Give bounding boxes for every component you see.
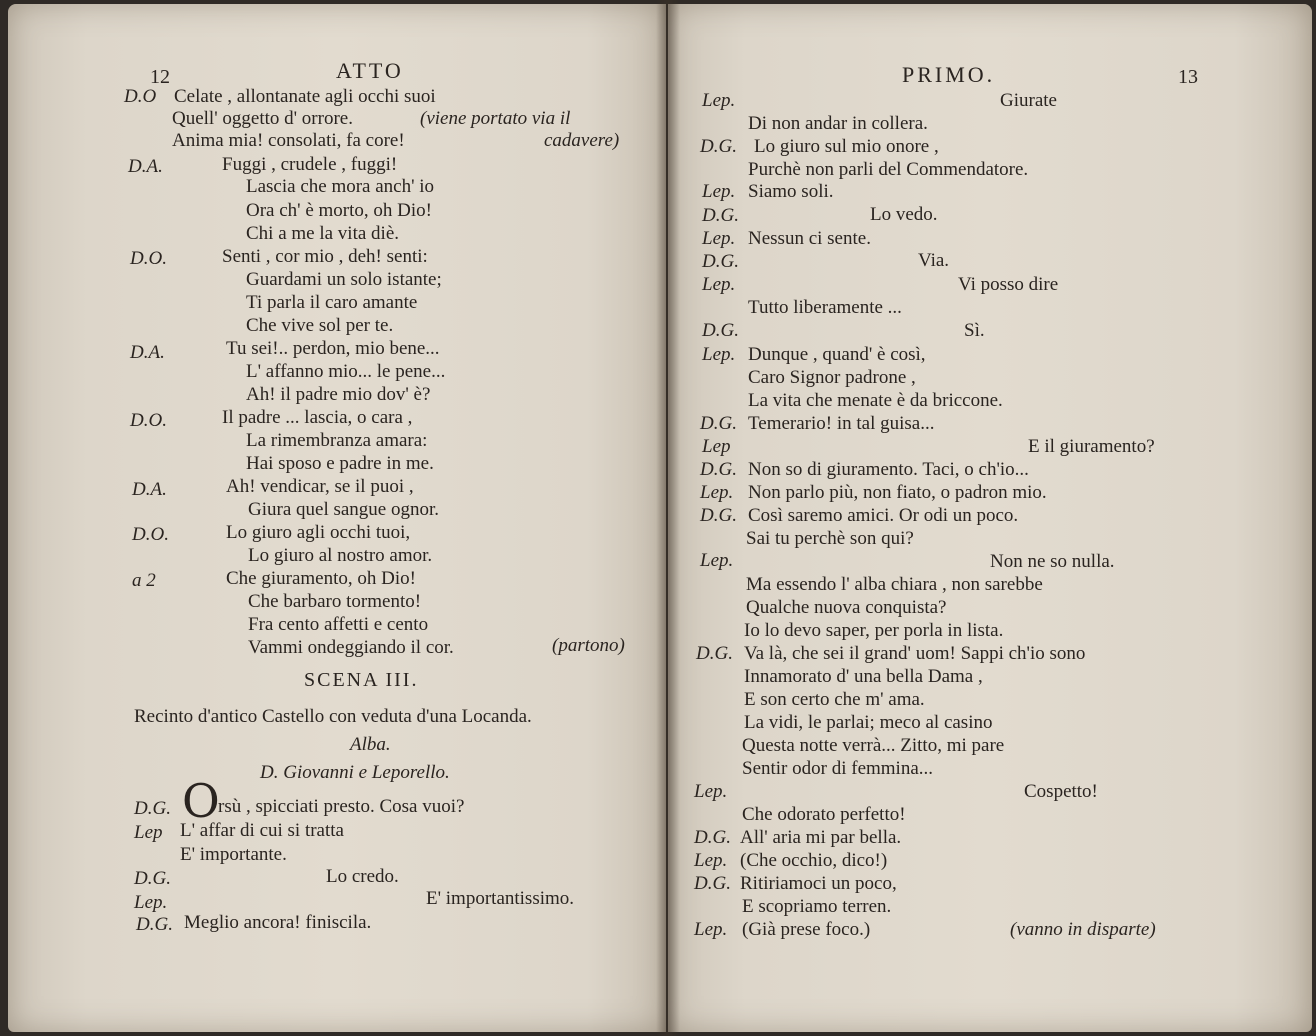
- speaker: Lep.: [702, 274, 736, 295]
- speaker: Lep.: [694, 919, 728, 940]
- verse-line: L' affar di cui si tratta: [180, 820, 344, 841]
- stage-direction: (partono): [552, 635, 625, 656]
- speaker: Lep.: [700, 550, 734, 571]
- verse-line: Lo giuro al nostro amor.: [248, 545, 433, 566]
- verse-line: La vidi, le parlai; meco al casino: [744, 712, 993, 733]
- verse-line: Quell' oggetto d' orrore.: [172, 108, 353, 129]
- speaker: D.G.: [702, 251, 739, 272]
- speaker: Lep.: [702, 228, 736, 249]
- verse-line: Non ne so nulla.: [990, 551, 1115, 572]
- speaker: a 2: [132, 570, 156, 591]
- speaker: D.G.: [700, 505, 737, 526]
- verse-line: Cospetto!: [1024, 781, 1098, 802]
- verse-line: Il padre ... lascia, o cara ,: [222, 407, 413, 428]
- verse-line: E scopriamo terren.: [742, 896, 892, 917]
- running-head: PRIMO.: [902, 62, 996, 87]
- speaker: Lep.: [134, 892, 168, 913]
- verse-line: Tutto liberamente ...: [748, 297, 902, 318]
- verse-line: Dunque , quand' è così,: [748, 344, 926, 365]
- stage-direction: (viene portato via il: [420, 108, 571, 129]
- verse-line: Che vive sol per te.: [246, 315, 394, 336]
- speaker: D.G.: [700, 413, 737, 434]
- verse-line: Celate , allontanate agli occhi suoi: [174, 86, 436, 107]
- speaker: D.G.: [136, 914, 173, 935]
- verse-line: Caro Signor padrone ,: [748, 367, 916, 388]
- speaker: D.G.: [694, 873, 731, 894]
- verse-line: Via.: [918, 250, 950, 271]
- verse-line: Ma essendo l' alba chiara , non sarebbe: [746, 574, 1043, 595]
- verse-line: Meglio ancora! finiscila.: [184, 912, 372, 933]
- speaker: D.O: [124, 86, 157, 107]
- verse-line: Fuggi , crudele , fuggi!: [222, 154, 398, 175]
- scene-characters: D. Giovanni e Leporello.: [260, 762, 450, 783]
- verse-line: Anima mia! consolati, fa core!: [172, 130, 405, 151]
- verse-line: E il giuramento?: [1028, 436, 1155, 457]
- verse-line: All' aria mi par bella.: [740, 827, 902, 848]
- verse-line: Chi a me la vita diè.: [246, 223, 400, 244]
- verse-line: Che barbaro tormento!: [248, 591, 422, 612]
- speaker: D.G.: [702, 320, 739, 341]
- speaker: D.G.: [700, 459, 737, 480]
- speaker: Lep.: [694, 781, 728, 802]
- speaker: D.G.: [702, 205, 739, 226]
- verse-line: (Già prese foco.): [742, 919, 871, 940]
- verse-line: Di non andar in collera.: [748, 113, 928, 134]
- verse-line: Che odorato perfetto!: [742, 804, 906, 825]
- speaker: Lep.: [694, 850, 728, 871]
- page-number: 12: [150, 66, 170, 88]
- verse-line: Tu sei!.. perdon, mio bene...: [226, 338, 440, 359]
- speaker: Lep.: [702, 344, 736, 365]
- verse-line: Questa notte verrà... Zitto, mi pare: [742, 735, 1005, 756]
- speaker: Lep: [702, 436, 731, 457]
- verse-line: Hai sposo e padre in me.: [246, 453, 434, 474]
- verse-line: La rimembranza amara:: [246, 430, 428, 451]
- verse-line: Lascia che mora anch' io: [246, 176, 435, 197]
- speaker: D.G.: [696, 643, 733, 664]
- page-number: 13: [1178, 66, 1198, 88]
- drop-capital: O: [182, 774, 220, 828]
- verse-line: Ah! vendicar, se il puoi ,: [226, 476, 414, 497]
- verse-line: E' importante.: [180, 844, 287, 865]
- scene-time: Alba.: [350, 734, 391, 755]
- verse-line: Lo vedo.: [870, 204, 938, 225]
- verse-line: Nessun ci sente.: [748, 228, 871, 249]
- speaker: Lep.: [702, 90, 736, 111]
- verse-line: (Che occhio, dico!): [740, 850, 888, 871]
- verse-line: La vita che menate è da briccone.: [748, 390, 1003, 411]
- stage-direction: (vanno in disparte): [1010, 919, 1156, 940]
- speaker: D.A.: [132, 479, 167, 500]
- scene-setting: Recinto d'antico Castello con veduta d'una Locanda.: [134, 706, 532, 727]
- speaker: D.G.: [134, 798, 171, 819]
- verse-line: Innamorato d' una bella Dama ,: [744, 666, 983, 687]
- speaker: Lep.: [700, 482, 734, 503]
- speaker: D.O.: [130, 248, 167, 269]
- verse-line: Ritiriamoci un poco,: [740, 873, 897, 894]
- verse-line: Giura quel sangue ognor.: [248, 499, 440, 520]
- verse-line: Non so di giuramento. Taci, o ch'io...: [748, 459, 1029, 480]
- running-head: ATTO: [336, 58, 404, 83]
- speaker: D.O.: [132, 524, 169, 545]
- verse-line: Purchè non parli del Commendatore.: [748, 159, 1029, 180]
- verse-line: Senti , cor mio , deh! senti:: [222, 246, 428, 267]
- verse-line: Lo credo.: [326, 866, 399, 887]
- speaker: D.G.: [700, 136, 737, 157]
- verse-line: Io lo devo saper, per porla in lista.: [744, 620, 1004, 641]
- verse-line: Ti parla il caro amante: [246, 292, 418, 313]
- speaker: D.G.: [694, 827, 731, 848]
- verse-line: L' affanno mio... le pene...: [246, 361, 446, 382]
- speaker: D.O.: [130, 410, 167, 431]
- speaker: Lep: [134, 822, 163, 843]
- verse-line: Ora ch' è morto, oh Dio!: [246, 200, 432, 221]
- right-page: [668, 4, 1312, 1032]
- verse-line: Siamo soli.: [748, 181, 834, 202]
- speaker: D.A.: [128, 156, 163, 177]
- verse-line: Sentir odor di femmina...: [742, 758, 934, 779]
- stage-direction: cadavere): [544, 130, 620, 151]
- verse-line: Lo giuro agli occhi tuoi,: [226, 522, 411, 543]
- verse-line: Qualche nuova conquista?: [746, 597, 947, 618]
- scene-heading: SCENA III.: [304, 669, 419, 691]
- verse-line: Lo giuro sul mio onore ,: [754, 136, 939, 157]
- verse-line: E son certo che m' ama.: [744, 689, 925, 710]
- verse-line: Sì.: [964, 320, 985, 341]
- verse-line: E' importantissimo.: [426, 888, 575, 909]
- verse-line: rsù , spicciati presto. Cosa vuoi?: [218, 796, 465, 817]
- verse-line: Giurate: [1000, 90, 1057, 111]
- book-gutter: [656, 0, 680, 1036]
- speaker: D.A.: [130, 342, 165, 363]
- verse-line: Guardami un solo istante;: [246, 269, 442, 290]
- verse-line: Che giuramento, oh Dio!: [226, 568, 416, 589]
- verse-line: Così saremo amici. Or odi un poco.: [748, 505, 1019, 526]
- left-page: [8, 4, 666, 1032]
- verse-line: Fra cento affetti e cento: [248, 614, 429, 635]
- verse-line: Temerario! in tal guisa...: [748, 413, 935, 434]
- verse-line: Non parlo più, non fiato, o padron mio.: [748, 482, 1047, 503]
- verse-line: Sai tu perchè son qui?: [746, 528, 914, 549]
- verse-line: Va là, che sei il grand' uom! Sappi ch'io sono: [744, 643, 1086, 664]
- speaker: D.G.: [134, 868, 171, 889]
- verse-line: Vi posso dire: [958, 274, 1059, 295]
- verse-line: Ah! il padre mio dov' è?: [246, 384, 431, 405]
- verse-line: Vammi ondeggiando il cor.: [248, 637, 454, 658]
- speaker: Lep.: [702, 181, 736, 202]
